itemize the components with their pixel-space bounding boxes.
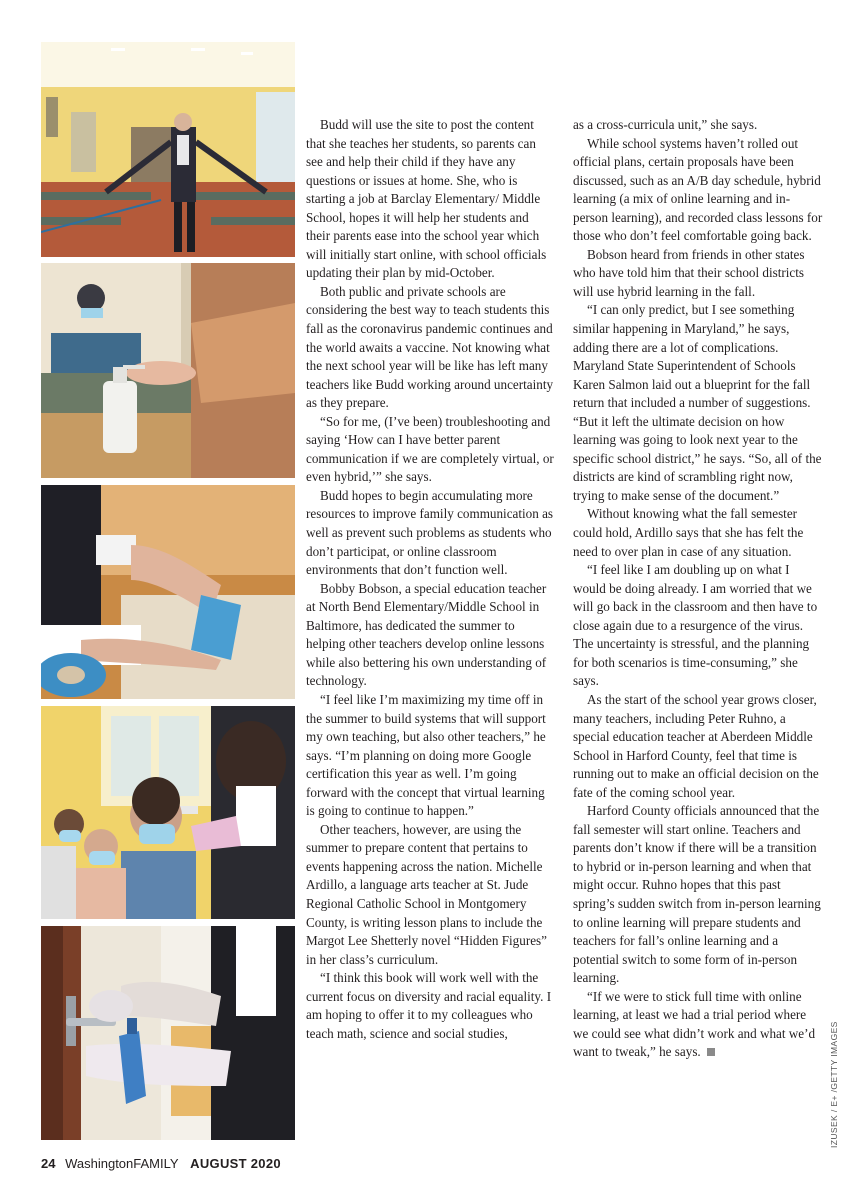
temperature-check-photo xyxy=(41,706,295,919)
paragraph: Budd hopes to begin accumulating more resources to improve family communication as well as prevent such problems as students who don’t participat, or online classroom environments that don’t function well. xyxy=(306,487,554,578)
end-mark-icon xyxy=(707,1048,715,1056)
paragraph: Bobson heard from friends in other states who have told him that their school districts will use hybrid learning in the fall. xyxy=(573,246,805,299)
article-column-2 xyxy=(573,116,823,1062)
paragraph: “I think this book will work well with the current focus on diversity and racial equality. I am hoping to offer it to my colleagues who teach math, science and social studies, xyxy=(306,970,552,1041)
paragraph: As the start of the school year grows closer, many teachers, including Peter Ruhno, a special education teacher at Aberdeen Middle School in Harford County, feel that time is running out to make an official decision on the fate of the coming school year. xyxy=(573,691,819,800)
paragraph: “I can only predict, but I see something similar happening in Maryland,” he says, adding there are a lot of complications. Maryland State Superintendent of Schools Karen Salmon laid out a blueprint for the fall return that included a number of suggestions. “But it left the ultimate decision on how learning was going to look next year to the specific school district,” he says. “So, all of the districts are kind of scrambling right now, trying to make sense of the document.” xyxy=(573,302,822,503)
last-paragraph-text: “If we were to stick full time with online learning, at least we had a trial period where we could see what didn’t work and what we’d want to tweak,” he says. xyxy=(573,988,816,1060)
paragraph: “I feel like I am doubling up on what I would be doing already. I am worried that we will go back in the classroom and then have to close again due to a resurgence of the virus. The uncertainty is stressful, and the planning for both scenarios is time-consuming,” she says. xyxy=(573,562,818,689)
hand-sanitizer-photo xyxy=(41,263,295,478)
article-column-1 xyxy=(306,116,554,1043)
paragraph: Bobby Bobson, a special education teacher at North Bend Elementary/Middle School in Baltimore, has dedicated the summer to helping other teachers develop online lessons while also bettering his own understanding of technology. xyxy=(306,580,547,689)
paragraph: “So for me, (I’ve been) troubleshooting and saying ‘How can I have better parent communication if we are completely virtual, or even hybrid,’” she says. xyxy=(306,413,554,485)
issue-date: AUGUST 2020 xyxy=(190,1156,281,1171)
paragraph: Harford County officials announced that the fall semester will start online. Teachers and parents don’t know if there will be a transition to hybrid or in-person learning and when that might occur. Ruhno hopes that this past spring’s sudden switch from in-person learning to online learning will prepare students and teachers for fall’s online learning and a potential switch to some form of in-person learning. xyxy=(573,803,821,986)
desk-tape-photo xyxy=(41,485,295,699)
paragraph: Budd will use the site to post the content that she teaches her students, so parents can see and help their child if they have any questions or issues at home. She, who is starting a job at Barclay Elementary/ Middle School, hopes it will help her students and their parents ease into the school year which will initially start online, with school officials updating their plan by mid-October. xyxy=(306,117,547,281)
page-number: 24 xyxy=(41,1156,56,1171)
paragraph: Without knowing what the fall semester could hold, Ardillo says that she has felt the need to over plan in case of any situation. xyxy=(573,506,804,559)
paragraph-continuation: as a cross-curricula unit,” she says. xyxy=(573,117,758,132)
paragraph: While school systems haven’t rolled out official plans, certain proposals have been discussed, such as an A/B day schedule, hybrid learning (a mix of online learning and in-person learning), and recorded class lessons for those who don’t feel comfortable going back. xyxy=(573,135,823,244)
classroom-teacher-measuring-photo xyxy=(41,42,295,257)
door-handle-disinfect-photo xyxy=(41,926,295,1140)
paragraph-last xyxy=(573,988,823,1062)
magazine-name: WashingtonFAMILY xyxy=(65,1156,179,1171)
page-footer xyxy=(41,1156,281,1171)
photo-credit: IZUSEK / E+ /GETTY IMAGES xyxy=(829,1021,839,1148)
paragraph: Other teachers, however, are using the summer to prepare content that pertains to events happening across the nation. Michelle Ardillo, a language arts teacher at St. Jude Regional Catholic School in Montgomery County, is writing lesson plans to include the Margot Lee Shetterly novel “Hidden Figures” in her class’s curriculum. xyxy=(306,821,547,967)
paragraph: “I feel like I’m maximizing my time off in the summer to build systems that will support my own teaching, but also other teachers,” he says. “I’m planning on doing more Google certification this year as well. I’m going forward with the concept that virtual learning is going to continue to happen.” xyxy=(306,691,546,819)
paragraph: Both public and private schools are considering the best way to teach students this fall as the coronavirus pandemic continues and the world awaits a vaccine. Not knowing what the next school year will be like has left many teachers like Budd working around uncertainty as they prepare. xyxy=(306,283,554,411)
